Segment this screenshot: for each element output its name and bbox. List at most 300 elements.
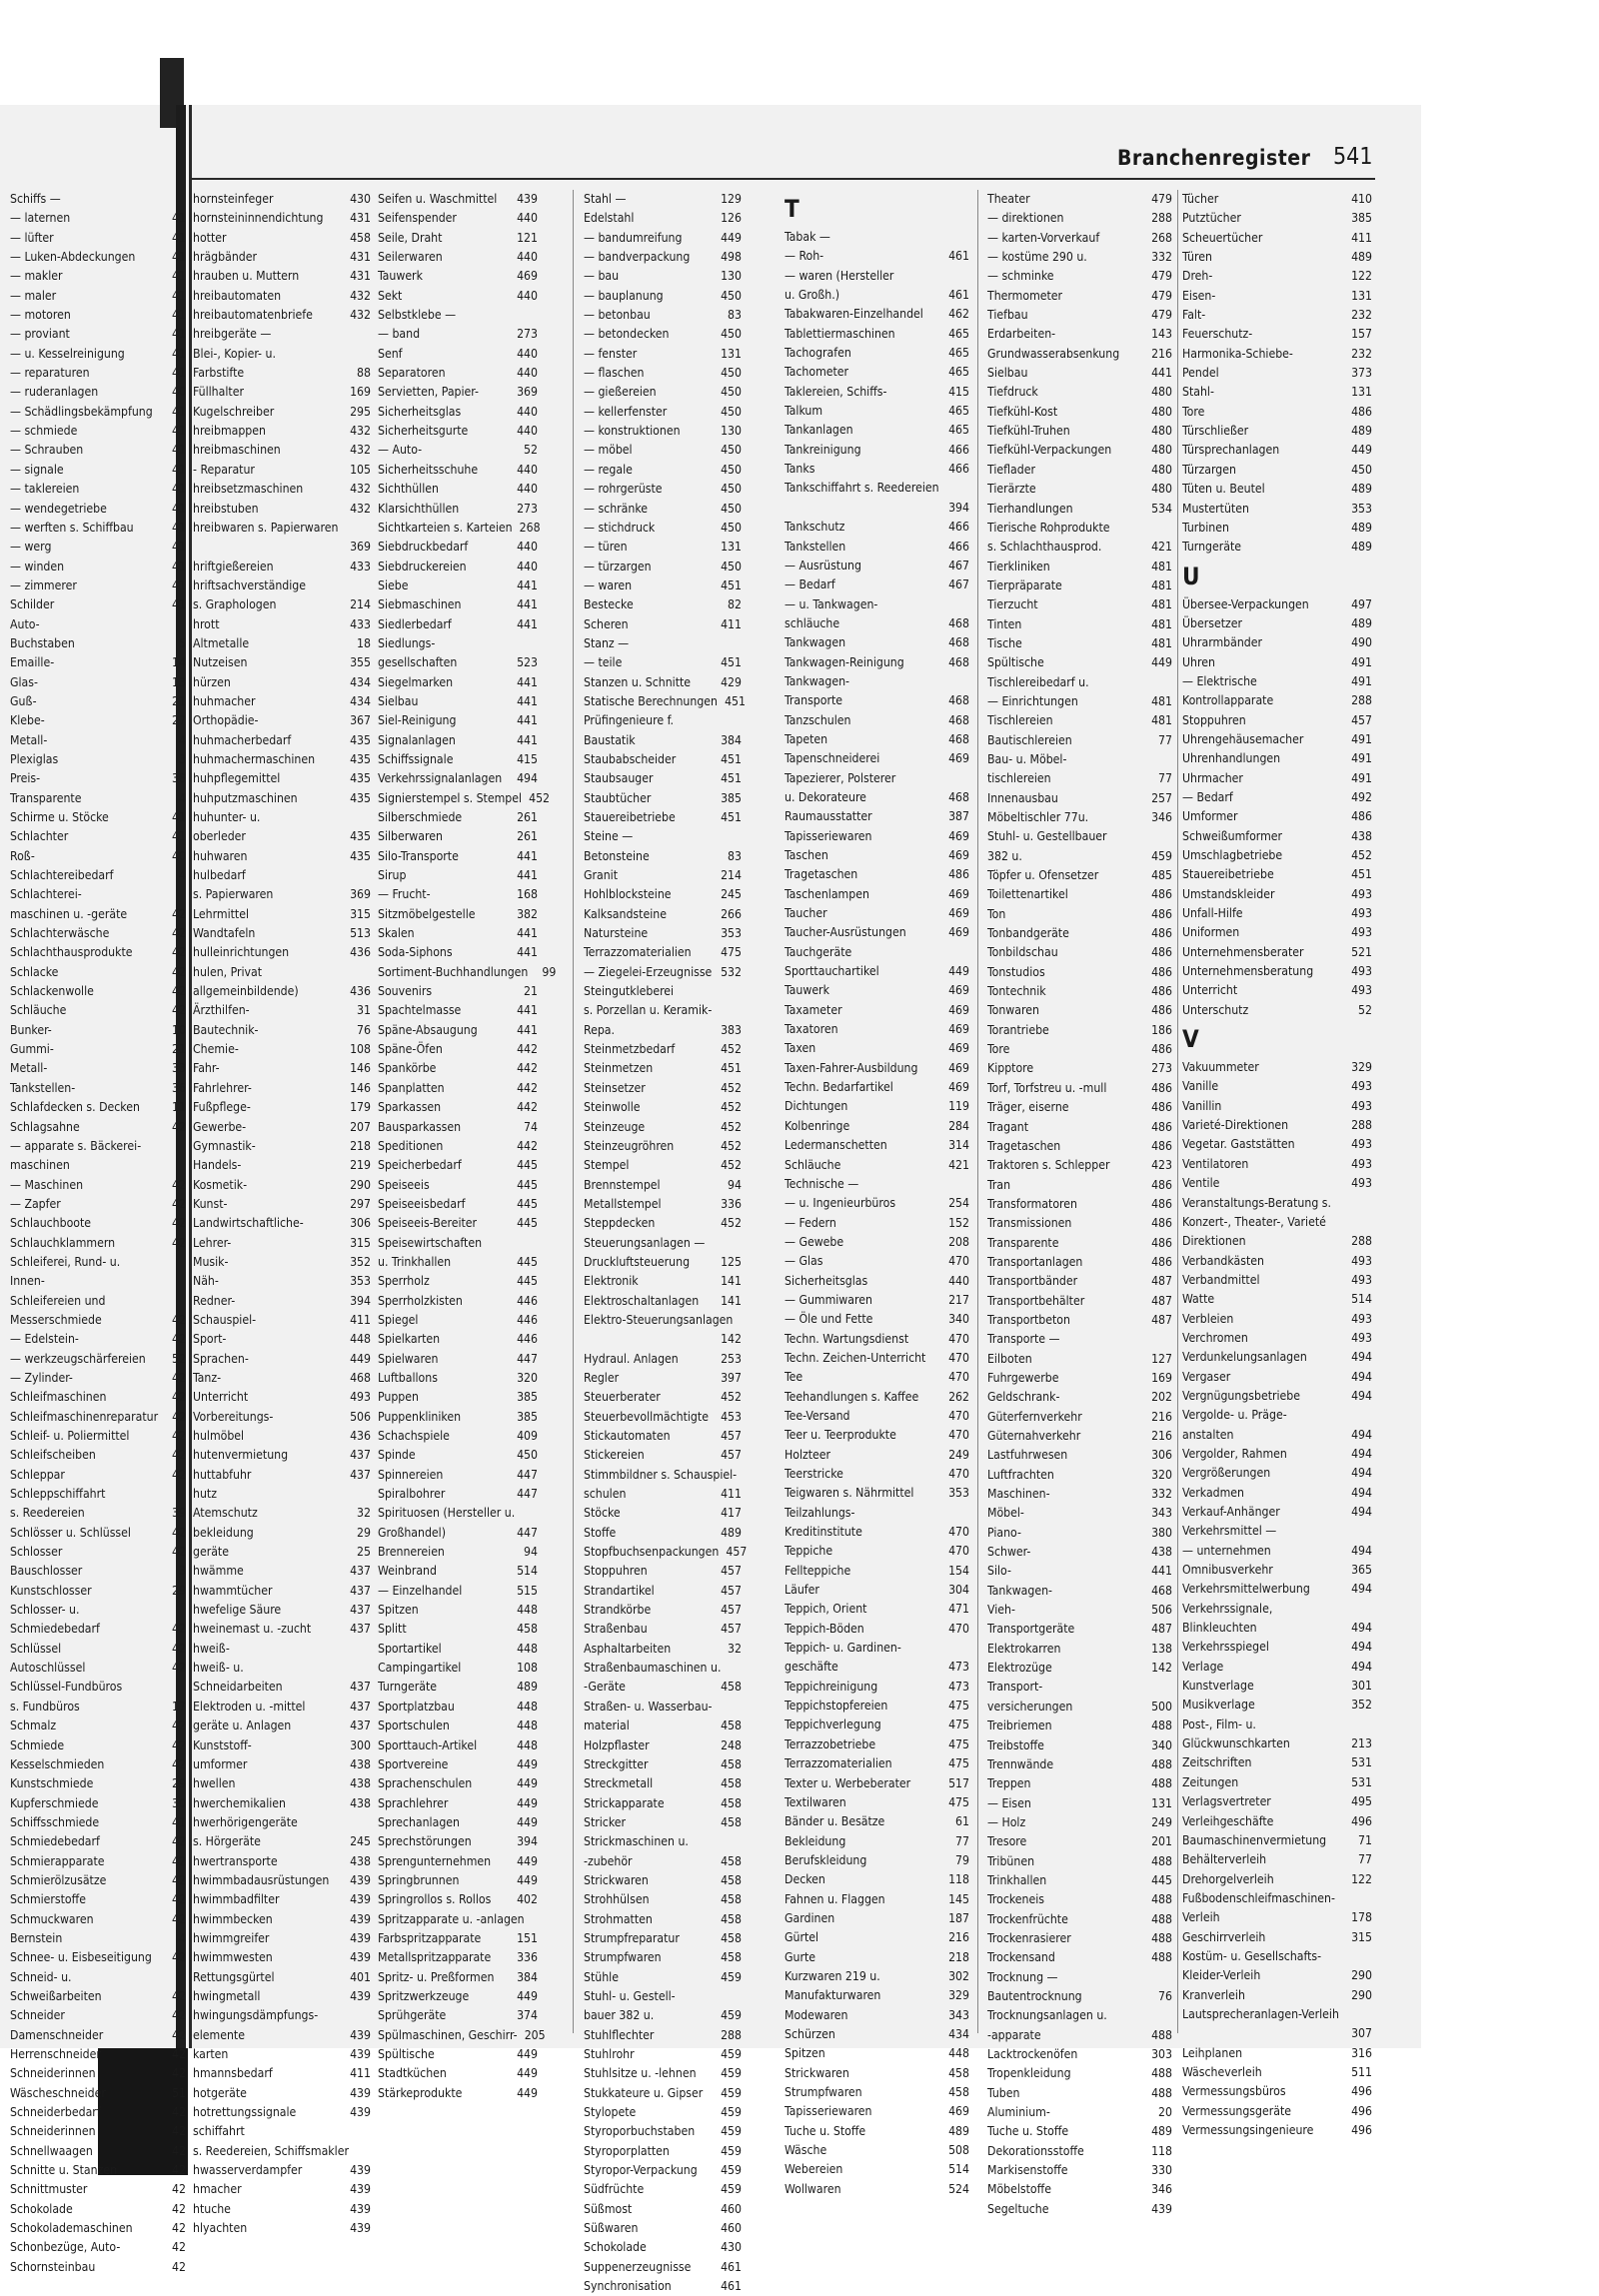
entry-page-ref: 458 [721,1950,742,1965]
entry-page-ref: 445 [517,1216,538,1231]
index-entry [193,1562,371,1581]
index-entry [584,808,742,827]
entry-page-ref: 452 [721,1100,742,1115]
entry-page-ref [1348,1213,1372,1232]
index-entry [193,615,371,634]
entry-page-ref: 488 [1151,2085,1172,2100]
index-entry [10,2026,186,2045]
index-entry [10,2142,186,2161]
entry-page-ref: 42 [172,2163,186,2178]
entry-term: geräte [193,1545,229,1560]
index-entry [987,1330,1172,1349]
entry-term: Talkum [785,404,823,419]
entry-page-ref: 439 [350,1988,371,2003]
index-entry [10,692,186,711]
entry-page-ref: 437 [350,1603,371,1618]
entry-page-ref [347,345,371,364]
index-entry [785,788,969,807]
entry-term: elemente [193,2027,245,2042]
entry-page-ref [1348,1947,1372,1966]
entry-term: Sparkassen [378,1100,442,1115]
entry-term: Sirup [378,868,407,883]
index-entry [987,1698,1172,1717]
entry-page-ref: 207 [350,1119,371,1134]
entry-page-ref: 479 [1151,269,1172,284]
entry-term: hrauben u. Muttern [193,269,300,284]
entry-page-ref: 77 [1158,771,1172,786]
entry-page-ref: 437 [350,1719,371,1733]
index-entry [584,1234,742,1253]
index-entry [1182,2102,1372,2121]
index-entry [1182,2082,1372,2101]
index-entry [193,2122,371,2141]
entry-page-ref: 421 [1151,540,1172,555]
entry-page-ref: 450 [721,366,742,381]
entry-term: Speiseeisbedarf [378,1196,466,1211]
entry-term: Fahrlehrer- [193,1080,252,1095]
index-entry [785,1735,969,1754]
index-entry [378,1214,538,1233]
entry-page-ref [1148,750,1172,769]
index-entry [584,692,746,711]
index-entry [10,1001,186,1020]
entry-term: Übersetzer [1182,615,1243,630]
index-entry [10,1620,186,1639]
entry-term: Trockensand [987,1950,1055,1965]
entry-term: Spanplatten [378,1080,445,1095]
entry-term: Schauspiel- [193,1312,257,1327]
entry-page-ref: 459 [721,2066,742,2081]
index-entry [1182,519,1372,538]
index-entry [378,1098,538,1117]
index-entry [193,519,371,538]
entry-page-ref: 29 [357,1525,371,1540]
index-entry [193,982,371,1001]
entry-page-ref: 32 [728,1641,742,1656]
index-entry [584,2219,742,2238]
entry-term: u. Trinkhallen [378,1254,452,1269]
entry-page-ref: 473 [948,1679,969,1694]
index-entry [193,1176,371,1195]
entry-page-ref: 486 [1151,1235,1172,1250]
entry-page-ref: 488 [1151,1776,1172,1791]
index-entry [10,1118,186,1137]
index-entry [987,576,1172,595]
entry-term: Siedlerbedarf [378,616,452,631]
entry-page-ref: 439 [350,2182,371,2197]
index-entry [785,344,969,363]
entry-page-ref: 353 [948,1486,969,1501]
entry-page-ref: 3 [179,1564,186,1579]
index-entry [10,2122,186,2141]
entry-term: hweiß- [193,1641,230,1656]
entry-term: — Einzelhandel [378,1583,463,1598]
entry-term: Trocknungsanlagen u. [987,2008,1107,2023]
index-entry [987,364,1172,383]
index-entry [193,480,371,499]
entry-term: s. Hörgeräte [193,1834,261,1849]
index-entry [10,1543,186,1562]
index-entry [378,1176,538,1195]
index-entry [1182,1696,1372,1715]
entry-term: Spirituosen (Hersteller u. [378,1506,516,1521]
index-entry [987,441,1172,460]
index-entry [1182,1445,1372,1464]
index-entry [10,2045,186,2064]
entry-term: Transmissionen [987,1216,1072,1231]
entry-term: Tanks [785,462,815,477]
index-entry [987,287,1172,306]
entry-page-ref: 457 [721,1429,742,1443]
index-entry [1182,865,1372,884]
entry-page-ref: 439 [350,2085,371,2100]
index-entry [785,1523,969,1542]
entry-page-ref: 369 [350,887,371,902]
entry-page-ref: 18 [357,635,371,650]
entry-page-ref: 52 [172,1351,186,1366]
index-entry [1182,827,1372,846]
entry-term: Techn. Wartungsdienst [785,1331,909,1346]
entry-term: Bestecke [584,597,634,612]
entry-page-ref: 77 [1158,732,1172,747]
entry-term: Sicherheitsglas [785,1273,868,1288]
entry-term: s. Graphologen [193,597,277,612]
entry-page-ref: 467 [948,577,969,592]
entry-page-ref [737,1311,761,1330]
entry-page-ref: 411 [350,2066,371,2081]
entry-term: — Schädlingsbekämpfung [10,404,153,419]
entry-page-ref [347,866,371,885]
index-entry [1182,962,1372,981]
entry-page-ref: 142 [721,1332,742,1347]
index-entry [10,963,186,982]
entry-term: Sprechanlagen [378,1814,460,1829]
entry-page-ref: 486 [1151,1080,1172,1095]
entry-term: Baumaschinenvermietung [1182,1832,1327,1847]
index-entry [193,1311,371,1330]
index-entry [10,383,186,402]
index-entry [987,1176,1172,1195]
entry-page-ref: 488 [1151,2066,1172,2081]
entry-page-ref: 373 [1351,366,1372,381]
entry-term: — u. Tankwagen- [785,596,878,611]
index-entry [785,1928,969,1947]
index-entry [584,1794,742,1813]
entry-page-ref: 385 [721,790,742,805]
entry-term: Kurzwaren 219 u. [785,1968,880,1983]
entry-page-ref: 42 [172,2124,186,2139]
entry-term: Trocknung — [987,1969,1058,1984]
entry-page-ref: 290 [1351,1987,1372,2002]
index-entry [193,364,371,383]
index-entry [10,480,186,499]
entry-page-ref: 517 [948,1775,969,1790]
entry-page-ref: 457 [721,1583,742,1598]
entry-term: Separatoren [378,366,446,381]
letter-heading-text: T [785,195,800,223]
entry-term: Techn. Bedarfartikel [785,1080,893,1095]
index-entry [193,1871,371,1890]
book-spine-edge [189,105,192,2048]
entry-page-ref: 450 [721,443,742,458]
index-entry [584,1524,742,1543]
entry-term: Kunst- [193,1196,228,1211]
entry-page-ref: 145 [948,1891,969,1906]
entry-page-ref: 432 [350,424,371,439]
entry-term: hweinemast u. -zucht [193,1622,312,1637]
entry-term: Direktionen [1182,1234,1246,1249]
entry-term: Taxatoren [785,1022,838,1037]
entry-page-ref: 42 [172,1370,186,1385]
entry-term: Schmiede [10,1737,65,1752]
entry-page-ref: 532 [721,964,742,979]
index-entry [785,2064,969,2083]
entry-page-ref: 491 [1351,770,1372,785]
entry-page-ref: 452 [721,1080,742,1095]
entry-page-ref: 42 [172,1641,186,1656]
entry-page-ref: 306 [1151,1448,1172,1463]
entry-page-ref: 314 [948,1138,969,1153]
entry-page-ref: 329 [948,1988,969,2003]
entry-page-ref [945,267,969,286]
entry-page-ref [945,943,969,962]
entry-page-ref: 479 [1151,192,1172,206]
entry-term: Harmonika-Schiebe- [1182,346,1293,361]
index-entry [584,2103,742,2122]
index-entry [584,2064,742,2083]
entry-page-ref: 462 [948,307,969,322]
index-entry [193,345,371,364]
index-entry [987,808,1172,827]
index-entry [378,1698,538,1717]
entry-term: Verdunkelungsanlagen [1182,1350,1307,1365]
entry-page-ref: 178 [1351,1910,1372,1925]
entry-term: Wäsche [785,2143,827,2158]
entry-page-ref [945,479,969,498]
entry-term: Tankwagen- [785,673,849,688]
entry-term: Segeltuche [987,2201,1049,2216]
entry-term: Luftfrachten [987,1467,1054,1482]
index-entry [193,1234,371,1253]
entry-term: Schläuche [10,1003,67,1018]
index-entry [1182,1368,1372,1387]
index-entry [1182,595,1372,614]
index-entry [584,1137,742,1156]
entry-term: Souvenirs [378,984,433,999]
index-entry [1182,943,1372,962]
entry-term: Tierpräparate [987,577,1062,592]
entry-page-ref: 315 [350,906,371,921]
entry-page-ref: 451 [725,693,746,708]
entry-page-ref: 468 [948,712,969,727]
entry-page-ref: 486 [1151,926,1172,941]
entry-term: hwämme [193,1564,244,1579]
entry-page-ref: 486 [1151,1042,1172,1057]
entry-term: — Gummiwaren [785,1292,872,1307]
entry-term: hulleinrichtungen [193,945,290,960]
index-entry [10,673,186,692]
entry-term: Statische Berechnungen [584,693,718,708]
entry-term: — schmiede [10,424,78,439]
entry-page-ref: 470 [948,1254,969,1269]
index-entry [1182,672,1372,691]
entry-page-ref: 493 [1351,983,1372,998]
entry-term: Stuhlrohr [584,2047,635,2061]
entry-page-ref: 465 [948,423,969,438]
index-entry [584,634,742,653]
entry-term: Siebmaschinen [378,597,462,612]
entry-term: Hohlblocksteine [584,887,672,902]
entry-term: Schlachterei- [10,887,82,902]
entry-page-ref: 487 [1151,1274,1172,1289]
entry-term: — Ziegelei-Erzeugnisse [584,964,713,979]
entry-page-ref: 449 [517,1814,538,1829]
index-entry [785,1581,969,1600]
entry-term: Tankstellen [785,539,846,554]
entry-page-ref: 411 [350,1312,371,1327]
index-entry [193,538,371,557]
index-entry [1182,1580,1372,1599]
index-entry [785,1504,969,1523]
index-entry [785,538,969,557]
entry-page-ref: 261 [517,829,538,844]
entry-page-ref: 450 [721,520,742,535]
entry-page-ref: 508 [948,2143,969,2158]
entry-term: Taucher-Ausrüstungen [785,925,906,940]
entry-page-ref: 329 [1351,1060,1372,1075]
index-entry [378,2026,546,2045]
entry-page-ref: 435 [350,732,371,747]
index-entry [584,1292,742,1311]
entry-term: schiffahrt [193,2124,245,2139]
entry-page-ref: 441 [517,616,538,631]
entry-term: geräte u. Anlagen [193,1719,292,1733]
entry-term: Wandtafeln [193,926,256,941]
entry-term: Elektronik [584,1274,639,1289]
index-entry [785,962,969,981]
index-entry [10,1388,186,1407]
entry-page-ref: 475 [948,1736,969,1751]
entry-term: Schneid- u. [10,1969,72,1984]
index-entry [10,1040,186,1059]
entry-term: hreibwaren s. Papierwaren [193,520,339,535]
index-entry [987,1755,1172,1774]
index-entry [193,731,371,750]
entry-term: geschäfte [785,1660,838,1675]
entry-page-ref: 42 [172,1892,186,1907]
entry-term: — ruderanlagen [10,385,99,400]
index-entry [193,1137,371,1156]
entry-page-ref: 394 [948,500,969,515]
entry-page-ref: 470 [948,1370,969,1385]
entry-term: Taxen [785,1041,816,1056]
entry-term: Torf, Torfstreu u. -mull [987,1080,1107,1095]
entry-page-ref: 186 [1151,1022,1172,1037]
entry-page-ref: 202 [1151,1390,1172,1405]
entry-page-ref: 514 [1351,1292,1372,1307]
index-entry [987,1987,1172,2006]
entry-term: Ärzthilfen- [193,1003,250,1018]
index-entry [10,2219,186,2238]
index-entry [1182,1638,1372,1657]
entry-page-ref [162,1678,186,1697]
entry-term: Farbspritzapparate [378,1930,482,1945]
entry-page-ref: 449 [517,1988,538,2003]
entry-term: Tabak — [785,230,830,244]
entry-page-ref: 42 [172,1332,186,1347]
entry-term: hrott [193,616,220,631]
index-entry [193,1890,371,1909]
index-entry [10,287,186,306]
entry-page-ref: 74 [524,1119,538,1134]
index-entry [10,1098,186,1117]
entry-term: Trockenrasierer [987,1930,1071,1945]
index-entry [785,1600,969,1619]
index-entry [987,209,1172,228]
entry-term: Techn. Zeichen-Unterricht [785,1350,926,1365]
index-entry [378,653,538,672]
index-entry [10,2200,186,2219]
entry-page-ref: 187 [948,1910,969,1925]
entry-page-ref: 332 [1151,250,1172,265]
entry-term: Spinde [378,1448,416,1463]
index-entry [378,924,538,943]
index-entry [10,2238,186,2257]
entry-page-ref: 452 [1351,848,1372,862]
index-entry [785,1658,969,1677]
entry-page-ref: 457 [721,1622,742,1637]
entry-term: Strohmatten [584,1911,653,1926]
entry-page-ref: 17 [172,1699,186,1714]
entry-page-ref [347,1659,371,1678]
entry-term: hriftsachverständige [193,577,306,592]
entry-page-ref: 213 [1351,1736,1372,1751]
index-entry [785,769,969,788]
entry-term: Tierärzte [987,482,1036,497]
entry-page-ref: 343 [948,2007,969,2022]
entry-page-ref: 433 [350,616,371,631]
entry-page-ref: 459 [721,2163,742,2178]
entry-term: s. Fundbüros [10,1699,80,1714]
entry-page-ref: 33 [172,1061,186,1076]
index-entry [193,1098,371,1117]
entry-page-ref: 486 [1151,1003,1172,1018]
entry-term: Schlüssel-Fundbüros [10,1680,123,1695]
entry-term: Späne-Absaugung [378,1022,478,1037]
entry-term: Tragetaschen [987,1138,1061,1153]
entry-term: Stricker [584,1814,627,1829]
index-entry [785,1793,969,1812]
entry-term: Schlacke [10,964,59,979]
entry-page-ref: 14 [172,655,186,670]
index-entry [193,1582,371,1601]
index-entry [378,1543,538,1562]
letter-heading-text: V [1182,1025,1199,1054]
entry-page-ref: 469 [948,2104,969,2119]
entry-page-ref: 445 [1151,1872,1172,1887]
entry-term: Stickautomaten [584,1429,671,1443]
entry-term: hwimmwesten [193,1950,273,1965]
entry-page-ref: 489 [1151,2124,1172,2139]
entry-page-ref: 441 [517,693,538,708]
entry-page-ref: 459 [721,2143,742,2158]
index-entry [10,2180,186,2199]
index-entry [584,1350,742,1369]
entry-page-ref: 352 [350,1254,371,1269]
entry-page-ref: 31 [357,1003,371,1018]
entry-page-ref: 254 [948,1196,969,1211]
index-entry [378,1292,538,1311]
